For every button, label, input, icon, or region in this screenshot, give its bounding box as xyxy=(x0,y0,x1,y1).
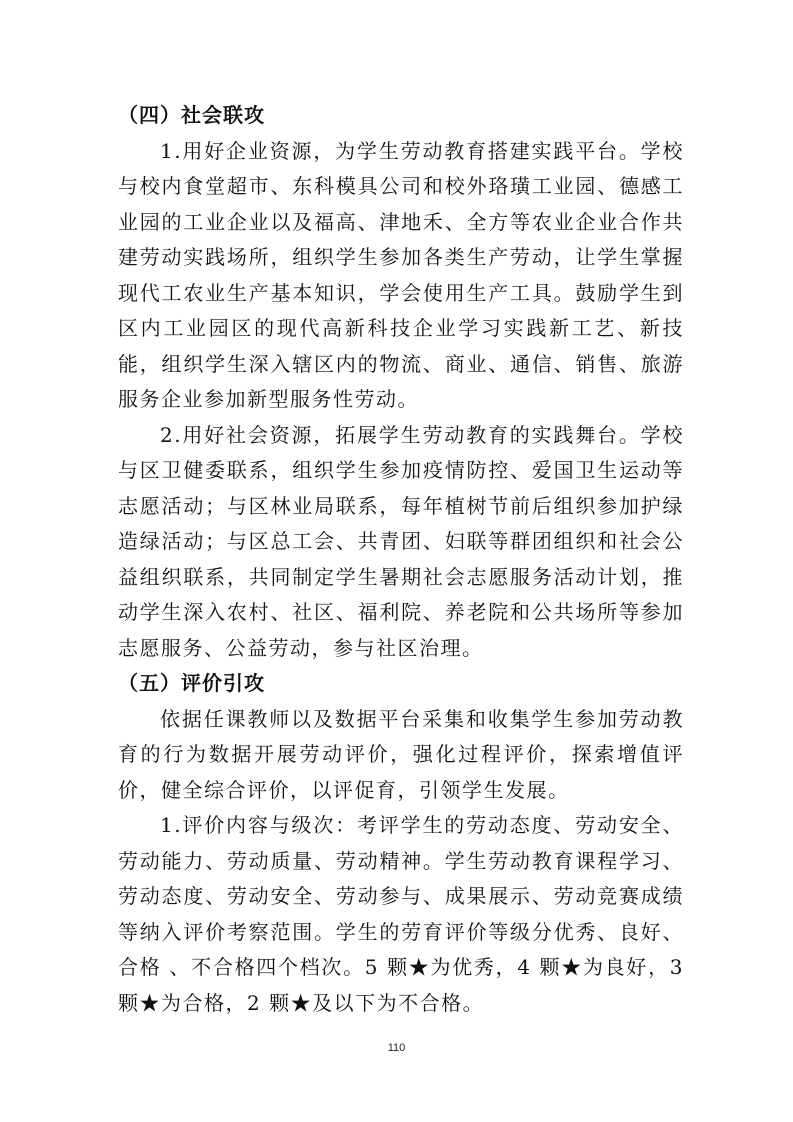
section-heading-evaluation: （五）评价引攻 xyxy=(118,671,265,695)
paragraph-social-resources: 2.用好社会资源，拓展学生劳动教育的实践舞台。学校与区卫健委联系，组织学生参加疫情防控、爱国卫生运动等志愿活动；与区林业局联系，每年植树节前后组织参加护绿造绿活动；与区总工会、共青团、妇联等群团组织和社会公益组织联系，共同制定学生暑期社会志愿服务活动计划，推动学生深入农村、社区、福利院、养老院和公共场所等参加志愿服务、公益劳动，参与社区治理。 xyxy=(118,422,684,660)
paragraph-enterprise-resources: 1.用好企业资源，为学生劳动教育搭建实践平台。学校与校内食堂超市、东科模具公司和校外珞璜工业园、德感工业园的工业企业以及福高、津地禾、全方等农业企业合作共建劳动实践场所，组织学生参加各类生产劳动，让学生掌握现代工农业生产基本知识，学会使用生产工具。鼓励学生到区内工业园区的现代高新科技企业学习实践新工艺、新技能，组织学生深入辖区内的物流、商业、通信、销售、旅游服务企业参加新型服务性劳动。 xyxy=(118,138,684,411)
section-heading-social: （四）社会联攻 xyxy=(118,103,265,127)
page-number: 110 xyxy=(387,1042,406,1054)
paragraph-evaluation-intro: 依据任课教师以及数据平台采集和收集学生参加劳动教育的行为数据开展劳动评价，强化过程评价，探索增值评价，健全综合评价，以评促育，引领学生发展。 xyxy=(118,706,684,802)
page-content xyxy=(118,98,684,1021)
paragraph-evaluation-levels: 1.评价内容与级次：考评学生的劳动态度、劳动安全、劳动能力、劳动质量、劳动精神。学生劳动教育课程学习、劳动态度、劳动安全、劳动参与、成果展示、劳动竞赛成绩等纳入评价考察范围。学生的劳育评价等级分优秀、良好、合格 、不合格四个档次。5 颗★为优秀，4 颗★为良好，3 颗★为合格，2 颗★及以下为不合格。 xyxy=(118,813,684,1015)
